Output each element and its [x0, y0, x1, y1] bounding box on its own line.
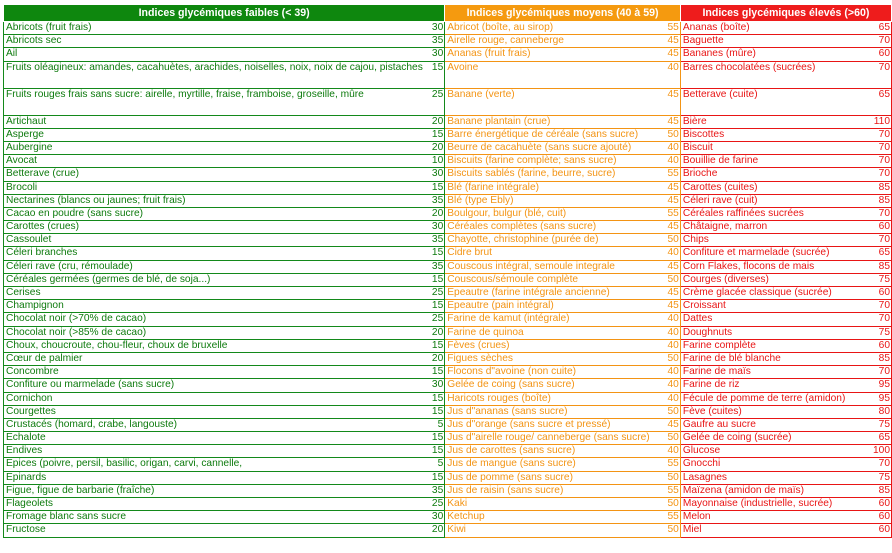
- low-gi-value[interactable]: 30: [424, 511, 444, 524]
- table-row: [4, 379, 892, 392]
- medium-gi-value[interactable]: 45: [661, 194, 681, 207]
- medium-gi-value[interactable]: 45: [661, 88, 681, 115]
- table-row: [4, 352, 892, 365]
- medium-gi-value[interactable]: 45: [661, 300, 681, 313]
- medium-gi-food[interactable]: Jus de pomme (sans sucre): [445, 471, 661, 484]
- high-gi-value[interactable]: 70: [866, 35, 892, 48]
- low-gi-food[interactable]: Céréales germées (germes de blé, de soja...): [4, 273, 425, 286]
- table-row: [4, 141, 892, 154]
- low-gi-value[interactable]: 15: [424, 471, 444, 484]
- low-gi-value[interactable]: 25: [424, 313, 444, 326]
- medium-gi-value[interactable]: 50: [661, 432, 681, 445]
- low-gi-value[interactable]: 5: [424, 418, 444, 431]
- medium-gi-food[interactable]: Jus de carottes (sans sucre): [445, 445, 661, 458]
- high-gi-value[interactable]: 60: [866, 339, 892, 352]
- low-gi-value[interactable]: 10: [424, 155, 444, 168]
- table-row: [4, 128, 892, 141]
- high-gi-food[interactable]: Corn Flakes, flocons de mais: [680, 260, 865, 273]
- medium-gi-value[interactable]: 45: [661, 287, 681, 300]
- medium-gi-value[interactable]: 50: [661, 352, 681, 365]
- low-gi-value[interactable]: 15: [424, 392, 444, 405]
- low-gi-value[interactable]: 30: [424, 379, 444, 392]
- medium-gi-food[interactable]: Ananas (fruit frais): [445, 48, 661, 61]
- high-gi-food[interactable]: Châtaigne, marron: [680, 221, 865, 234]
- table-row: [4, 194, 892, 207]
- high-gi-food[interactable]: Melon: [680, 511, 865, 524]
- medium-gi-food[interactable]: Farine de quinoa: [445, 326, 661, 339]
- high-gi-value[interactable]: 110: [866, 115, 892, 128]
- table-row: [4, 300, 892, 313]
- medium-gi-value[interactable]: 40: [661, 445, 681, 458]
- medium-gi-value[interactable]: 55: [661, 22, 681, 35]
- high-gi-food[interactable]: Carottes (cuites): [680, 181, 865, 194]
- medium-gi-food[interactable]: Avoine: [445, 61, 661, 88]
- low-gi-food[interactable]: Fructose: [4, 524, 425, 537]
- high-gi-value[interactable]: 85: [866, 260, 892, 273]
- medium-gi-food[interactable]: Céréales complètes (sans sucre): [445, 221, 661, 234]
- low-gi-value[interactable]: 25: [424, 88, 444, 115]
- low-gi-food[interactable]: Avocat: [4, 155, 425, 168]
- low-gi-food[interactable]: Cœur de palmier: [4, 352, 425, 365]
- medium-gi-value[interactable]: 45: [661, 260, 681, 273]
- low-gi-value[interactable]: 5: [424, 458, 444, 471]
- medium-gi-value[interactable]: 55: [661, 168, 681, 181]
- low-gi-food[interactable]: Flageolets: [4, 498, 425, 511]
- low-gi-food[interactable]: Fruits rouges frais sans sucre: airelle, myrtille, fraise, framboise, groseille, mûre: [4, 88, 425, 115]
- table-row: [4, 458, 892, 471]
- medium-gi-food[interactable]: Airelle rouge, canneberge: [445, 35, 661, 48]
- low-gi-value[interactable]: 35: [424, 194, 444, 207]
- medium-gi-food[interactable]: Haricots rouges (boîte): [445, 392, 661, 405]
- table-row: [4, 524, 892, 537]
- table-row: [4, 61, 892, 88]
- medium-gi-value[interactable]: 55: [661, 458, 681, 471]
- medium-gi-food[interactable]: Gelée de coing (sans sucre): [445, 379, 661, 392]
- low-gi-value[interactable]: 35: [424, 260, 444, 273]
- high-gi-food[interactable]: Farine complète: [680, 339, 865, 352]
- high-gi-food[interactable]: Confiture et marmelade (sucrée): [680, 247, 865, 260]
- low-gi-food[interactable]: Fruits oléagineux: amandes, cacahuètes, arachides, noiselles, noix, noix de cajou, pistaches: [4, 61, 425, 88]
- medium-gi-food[interactable]: Jus d"ananas (sans sucre): [445, 405, 661, 418]
- low-gi-food[interactable]: Courgettes: [4, 405, 425, 418]
- high-gi-food[interactable]: Mayonnaise (industrielle, sucrée): [680, 498, 865, 511]
- table-row: [4, 432, 892, 445]
- table-row: [4, 326, 892, 339]
- high-gi-value[interactable]: 60: [866, 48, 892, 61]
- table-row: [4, 471, 892, 484]
- low-gi-food[interactable]: Brocoli: [4, 181, 425, 194]
- medium-gi-food[interactable]: Kaki: [445, 498, 661, 511]
- medium-gi-food[interactable]: Jus d"orange (sans sucre et pressé): [445, 418, 661, 431]
- high-gi-food[interactable]: Crème glacée classique (sucrée): [680, 287, 865, 300]
- medium-gi-value[interactable]: 40: [661, 141, 681, 154]
- medium-gi-food[interactable]: Banane (verte): [445, 88, 661, 115]
- high-gi-food[interactable]: Fève (cuites): [680, 405, 865, 418]
- table-row: [4, 445, 892, 458]
- medium-gi-value[interactable]: 40: [661, 313, 681, 326]
- table-row: [4, 247, 892, 260]
- low-gi-food[interactable]: Fromage blanc sans sucre: [4, 511, 425, 524]
- low-gi-value[interactable]: 15: [424, 181, 444, 194]
- table-row: [4, 287, 892, 300]
- high-gi-value[interactable]: 70: [866, 300, 892, 313]
- medium-gi-value[interactable]: 50: [661, 498, 681, 511]
- medium-gi-value[interactable]: 45: [661, 115, 681, 128]
- low-gi-value[interactable]: 15: [424, 61, 444, 88]
- low-gi-food[interactable]: Champignon: [4, 300, 425, 313]
- low-gi-food[interactable]: Betterave (crue): [4, 168, 425, 181]
- low-gi-food[interactable]: Asperge: [4, 128, 425, 141]
- table-row: [4, 221, 892, 234]
- low-gi-value[interactable]: 15: [424, 445, 444, 458]
- medium-gi-value[interactable]: 50: [661, 273, 681, 286]
- low-gi-value[interactable]: 20: [424, 326, 444, 339]
- low-gi-food[interactable]: Epices (poivre, persil, basilic, origan, carvi, cannelle,: [4, 458, 425, 471]
- medium-gi-value[interactable]: 55: [661, 207, 681, 220]
- table-body: [4, 22, 892, 538]
- high-gi-food[interactable]: Gnocchi: [680, 458, 865, 471]
- medium-gi-food[interactable]: Ketchup: [445, 511, 661, 524]
- high-gi-value[interactable]: 70: [866, 207, 892, 220]
- high-gi-food[interactable]: Maïzena (amidon de maïs): [680, 484, 865, 497]
- high-gi-food[interactable]: Biscuit: [680, 141, 865, 154]
- table-row: [4, 498, 892, 511]
- medium-gi-food[interactable]: Farine de kamut (intégrale): [445, 313, 661, 326]
- high-gi-value[interactable]: 60: [866, 221, 892, 234]
- medium-gi-food[interactable]: Blé (type Ebly): [445, 194, 661, 207]
- high-gi-value[interactable]: 85: [866, 484, 892, 497]
- medium-gi-food[interactable]: Biscuits sablés (farine, beurre, sucre): [445, 168, 661, 181]
- low-gi-value[interactable]: 15: [424, 128, 444, 141]
- low-gi-food[interactable]: Concombre: [4, 366, 425, 379]
- medium-gi-value[interactable]: 40: [661, 366, 681, 379]
- medium-gi-value[interactable]: 40: [661, 326, 681, 339]
- table-row: [4, 115, 892, 128]
- medium-gi-food[interactable]: Kiwi: [445, 524, 661, 537]
- low-gi-food[interactable]: Abricots (fruit frais): [4, 22, 425, 35]
- table-row: [4, 155, 892, 168]
- medium-gi-food[interactable]: Epeautre (farine intégrale ancienne): [445, 287, 661, 300]
- medium-gi-food[interactable]: Abricot (boîte, au sirop): [445, 22, 661, 35]
- medium-gi-food[interactable]: Couscous/sémoule complète: [445, 273, 661, 286]
- low-gi-food[interactable]: Figue, figue de barbarie (fraîche): [4, 484, 425, 497]
- high-gi-value[interactable]: 75: [866, 471, 892, 484]
- medium-gi-value[interactable]: 50: [661, 471, 681, 484]
- high-gi-food[interactable]: Bananes (mûre): [680, 48, 865, 61]
- table-row: [4, 392, 892, 405]
- high-gi-value[interactable]: 65: [866, 432, 892, 445]
- high-gi-food[interactable]: Bière: [680, 115, 865, 128]
- high-gi-food[interactable]: Dattes: [680, 313, 865, 326]
- high-gi-value[interactable]: 70: [866, 168, 892, 181]
- high-gi-value[interactable]: 95: [866, 392, 892, 405]
- low-gi-value[interactable]: 25: [424, 287, 444, 300]
- table-row: [4, 22, 892, 35]
- high-gi-food[interactable]: Biscottes: [680, 128, 865, 141]
- high-gi-value[interactable]: 70: [866, 155, 892, 168]
- low-gi-value[interactable]: 20: [424, 524, 444, 537]
- low-gi-food[interactable]: Céleri rave (cru, rémoulade): [4, 260, 425, 273]
- high-gi-food[interactable]: Barres chocolatées (sucrées): [680, 61, 865, 88]
- high-gi-value[interactable]: 75: [866, 326, 892, 339]
- low-gi-food[interactable]: Chocolat noir (>70% de cacao): [4, 313, 425, 326]
- high-gi-food[interactable]: Farine de maïs: [680, 366, 865, 379]
- low-gi-food[interactable]: Cacao en poudre (sans sucre): [4, 207, 425, 220]
- table-row: [4, 484, 892, 497]
- high-gi-value[interactable]: 70: [866, 61, 892, 88]
- medium-gi-food[interactable]: Cidre brut: [445, 247, 661, 260]
- low-gi-food[interactable]: Epinards: [4, 471, 425, 484]
- table-row: [4, 48, 892, 61]
- high-gi-value[interactable]: 100: [866, 445, 892, 458]
- high-gi-value[interactable]: 85: [866, 352, 892, 365]
- medium-gi-food[interactable]: Boulgour, bulgur (blé, cuit): [445, 207, 661, 220]
- high-gi-food[interactable]: Doughnuts: [680, 326, 865, 339]
- high-gi-food[interactable]: Céleri rave (cuit): [680, 194, 865, 207]
- low-gi-food[interactable]: Cerises: [4, 287, 425, 300]
- table-row: [4, 181, 892, 194]
- low-gi-food[interactable]: Echalote: [4, 432, 425, 445]
- high-gi-value[interactable]: 70: [866, 458, 892, 471]
- medium-gi-value[interactable]: 45: [661, 418, 681, 431]
- low-gi-value[interactable]: 35: [424, 484, 444, 497]
- low-gi-value[interactable]: 20: [424, 141, 444, 154]
- high-gi-food[interactable]: Courges (diverses): [680, 273, 865, 286]
- low-gi-food[interactable]: Ail: [4, 48, 425, 61]
- low-gi-value[interactable]: 30: [424, 168, 444, 181]
- medium-gi-food[interactable]: Epeautre (pain intégral): [445, 300, 661, 313]
- high-gi-food[interactable]: Baguette: [680, 35, 865, 48]
- low-gi-food[interactable]: Choux, choucroute, chou-fleur, choux de bruxelle: [4, 339, 425, 352]
- high-gi-value[interactable]: 70: [866, 234, 892, 247]
- low-gi-value[interactable]: 15: [424, 432, 444, 445]
- high-gi-food[interactable]: Betterave (cuite): [680, 88, 865, 115]
- medium-gi-food[interactable]: Barre énergétique de céréale (sans sucre): [445, 128, 661, 141]
- table-row: [4, 207, 892, 220]
- low-gi-value[interactable]: 15: [424, 405, 444, 418]
- high-gi-value[interactable]: 65: [866, 22, 892, 35]
- low-gi-food[interactable]: Artichaut: [4, 115, 425, 128]
- medium-gi-value[interactable]: 40: [661, 392, 681, 405]
- low-gi-value[interactable]: 20: [424, 115, 444, 128]
- high-gi-food[interactable]: Chips: [680, 234, 865, 247]
- table-row: [4, 88, 892, 115]
- low-gi-value[interactable]: 20: [424, 207, 444, 220]
- table-row: [4, 366, 892, 379]
- medium-gi-food[interactable]: Biscuits (farine complète; sans sucre): [445, 155, 661, 168]
- low-gi-food[interactable]: Abricots sec: [4, 35, 425, 48]
- high-gi-value[interactable]: 70: [866, 128, 892, 141]
- low-gi-value[interactable]: 15: [424, 366, 444, 379]
- medium-gi-food[interactable]: Banane plantain (crue): [445, 115, 661, 128]
- low-gi-food[interactable]: Cassoulet: [4, 234, 425, 247]
- medium-gi-value[interactable]: 50: [661, 128, 681, 141]
- header-row: [4, 5, 892, 22]
- medium-gi-food[interactable]: Flocons d"avoine (non cuite): [445, 366, 661, 379]
- high-gi-food[interactable]: Brioche: [680, 168, 865, 181]
- medium-gi-value[interactable]: 40: [661, 379, 681, 392]
- medium-gi-food[interactable]: Jus de mangue (sans sucre): [445, 458, 661, 471]
- table-row: [4, 273, 892, 286]
- high-gi-food[interactable]: Croissant: [680, 300, 865, 313]
- header-medium-gi: Indices glycémiques moyens (40 à 59): [445, 5, 681, 22]
- high-gi-food[interactable]: Bouillie de farine: [680, 155, 865, 168]
- high-gi-food[interactable]: Glucose: [680, 445, 865, 458]
- high-gi-food[interactable]: Gelée de coing (sucrée): [680, 432, 865, 445]
- table-row: [4, 260, 892, 273]
- high-gi-value[interactable]: 70: [866, 366, 892, 379]
- medium-gi-value[interactable]: 55: [661, 511, 681, 524]
- high-gi-value[interactable]: 70: [866, 141, 892, 154]
- low-gi-food[interactable]: Aubergine: [4, 141, 425, 154]
- medium-gi-value[interactable]: 45: [661, 221, 681, 234]
- high-gi-food[interactable]: Céréales raffinées sucrées: [680, 207, 865, 220]
- low-gi-value[interactable]: 35: [424, 234, 444, 247]
- medium-gi-value[interactable]: 40: [661, 339, 681, 352]
- low-gi-value[interactable]: 30: [424, 221, 444, 234]
- medium-gi-value[interactable]: 40: [661, 155, 681, 168]
- medium-gi-food[interactable]: Jus de raisin (sans sucre): [445, 484, 661, 497]
- table-row: [4, 511, 892, 524]
- low-gi-value[interactable]: 15: [424, 247, 444, 260]
- medium-gi-food[interactable]: Chayotte, christophine (purée de): [445, 234, 661, 247]
- low-gi-food[interactable]: Carottes (crues): [4, 221, 425, 234]
- medium-gi-value[interactable]: 50: [661, 405, 681, 418]
- medium-gi-food[interactable]: Jus d"airelle rouge/ canneberge (sans sucre): [445, 432, 661, 445]
- table-row: [4, 405, 892, 418]
- medium-gi-food[interactable]: Figues sèches: [445, 352, 661, 365]
- medium-gi-value[interactable]: 45: [661, 181, 681, 194]
- low-gi-food[interactable]: Nectarines (blancs ou jaunes; fruit frais): [4, 194, 425, 207]
- high-gi-food[interactable]: Farine de blé blanche: [680, 352, 865, 365]
- medium-gi-value[interactable]: 50: [661, 524, 681, 537]
- medium-gi-food[interactable]: Couscous intégral, semoule integrale: [445, 260, 661, 273]
- table-row: [4, 168, 892, 181]
- low-gi-value[interactable]: 20: [424, 352, 444, 365]
- low-gi-food[interactable]: Cornichon: [4, 392, 425, 405]
- high-gi-value[interactable]: 60: [866, 287, 892, 300]
- high-gi-value[interactable]: 65: [866, 247, 892, 260]
- high-gi-value[interactable]: 75: [866, 418, 892, 431]
- low-gi-value[interactable]: 15: [424, 339, 444, 352]
- high-gi-food[interactable]: Ananas (boîte): [680, 22, 865, 35]
- medium-gi-value[interactable]: 40: [661, 61, 681, 88]
- table-row: [4, 339, 892, 352]
- low-gi-food[interactable]: Céleri branches: [4, 247, 425, 260]
- high-gi-food[interactable]: Farine de riz: [680, 379, 865, 392]
- high-gi-value[interactable]: 85: [866, 181, 892, 194]
- medium-gi-food[interactable]: Blé (farine intégrale): [445, 181, 661, 194]
- low-gi-food[interactable]: Chocolat noir (>85% de cacao): [4, 326, 425, 339]
- medium-gi-value[interactable]: 40: [661, 247, 681, 260]
- medium-gi-value[interactable]: 45: [661, 48, 681, 61]
- high-gi-value[interactable]: 60: [866, 498, 892, 511]
- high-gi-value[interactable]: 70: [866, 313, 892, 326]
- table-row: [4, 418, 892, 431]
- low-gi-food[interactable]: Confiture ou marmelade (sans sucre): [4, 379, 425, 392]
- medium-gi-value[interactable]: 50: [661, 234, 681, 247]
- high-gi-food[interactable]: Lasagnes: [680, 471, 865, 484]
- high-gi-value[interactable]: 60: [866, 524, 892, 537]
- high-gi-value[interactable]: 95: [866, 379, 892, 392]
- medium-gi-value[interactable]: 45: [661, 35, 681, 48]
- low-gi-value[interactable]: 35: [424, 35, 444, 48]
- low-gi-value[interactable]: 15: [424, 300, 444, 313]
- high-gi-value[interactable]: 65: [866, 88, 892, 115]
- header-low-gi: Indices glycémiques faibles (< 39): [4, 5, 445, 22]
- high-gi-food[interactable]: Fécule de pomme de terre (amidon): [680, 392, 865, 405]
- table-row: [4, 35, 892, 48]
- low-gi-value[interactable]: 25: [424, 498, 444, 511]
- high-gi-food[interactable]: Gaufre au sucre: [680, 418, 865, 431]
- medium-gi-value[interactable]: 55: [661, 484, 681, 497]
- high-gi-value[interactable]: 80: [866, 405, 892, 418]
- low-gi-value[interactable]: 30: [424, 48, 444, 61]
- medium-gi-food[interactable]: Beurre de cacahuète (sans sucre ajouté): [445, 141, 661, 154]
- low-gi-value[interactable]: 15: [424, 273, 444, 286]
- high-gi-value[interactable]: 60: [866, 511, 892, 524]
- table-row: [4, 234, 892, 247]
- high-gi-value[interactable]: 75: [866, 273, 892, 286]
- low-gi-food[interactable]: Crustacés (homard, crabe, langouste): [4, 418, 425, 431]
- glycemic-index-table: [3, 4, 892, 538]
- low-gi-food[interactable]: Endives: [4, 445, 425, 458]
- header-high-gi: Indices glycémiques élevés (>60): [680, 5, 891, 22]
- medium-gi-food[interactable]: Fèves (crues): [445, 339, 661, 352]
- high-gi-food[interactable]: Miel: [680, 524, 865, 537]
- low-gi-value[interactable]: 30: [424, 22, 444, 35]
- high-gi-value[interactable]: 85: [866, 194, 892, 207]
- table-row: [4, 313, 892, 326]
